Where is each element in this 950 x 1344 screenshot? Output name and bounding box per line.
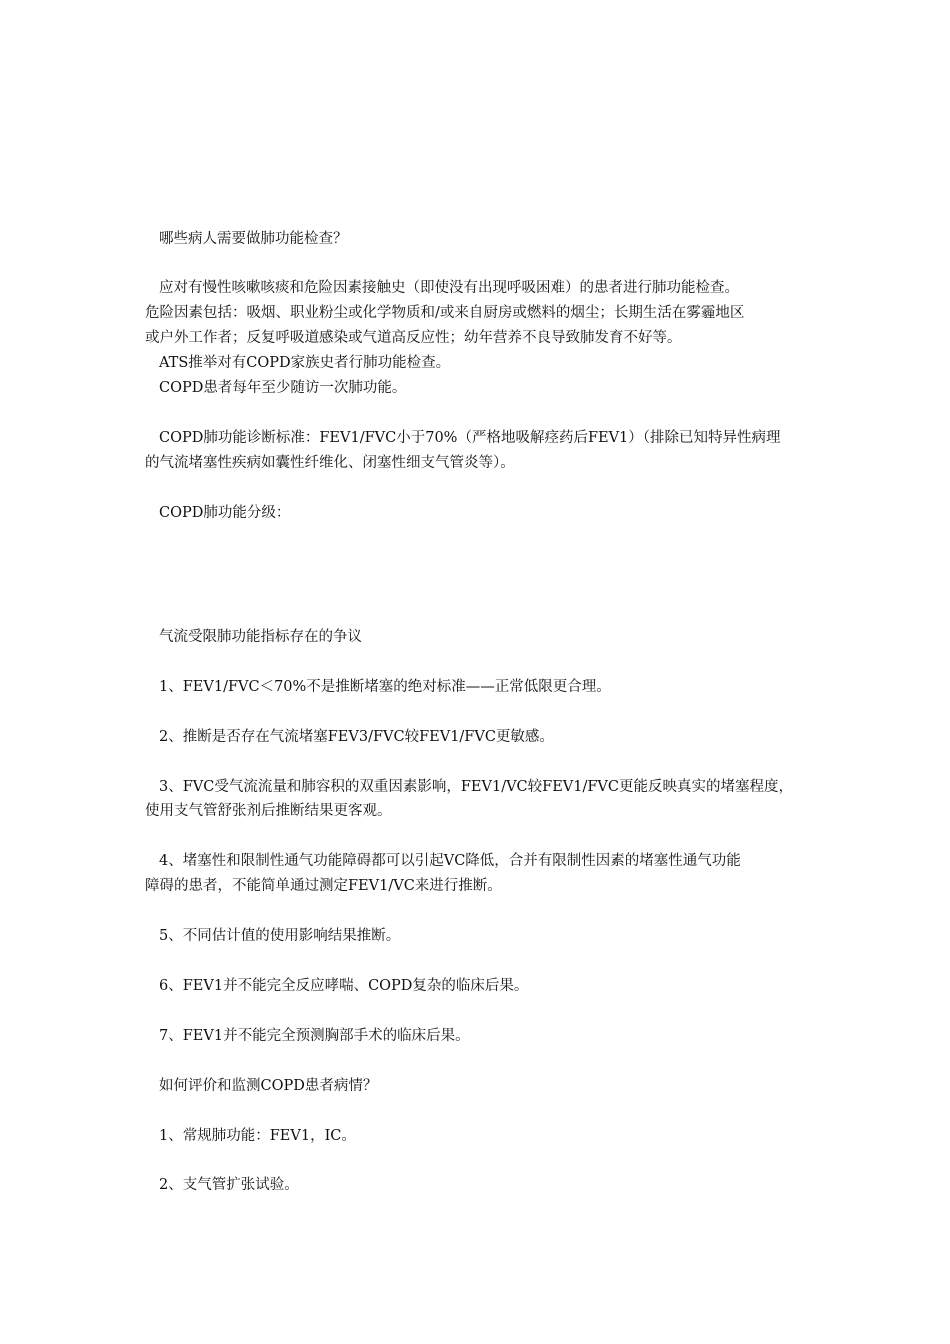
- list-item: 7、FEV1并不能完全预测胸部手术的临床后果。: [159, 1028, 470, 1044]
- list-item: 1、常规肺功能：FEV1，IC。: [159, 1128, 356, 1144]
- list-item: 2、推断是否存在气流堵塞FEV3/FVC较FEV1/FVC更敏感。: [159, 729, 554, 745]
- list-item: 6、FEV1并不能完全反应哮喘、COPD复杂的临床后果。: [159, 978, 529, 994]
- paragraph-line: 危险因素包括：吸烟、职业粉尘或化学物质和/或来自厨房或燃料的烟尘；长期生活在雾霾地区: [145, 305, 745, 321]
- list-item: 1、FEV1/FVC＜70%不是推断堵塞的绝对标准——正常低限更合理。: [159, 679, 611, 695]
- paragraph-line: COPD患者每年至少随访一次肺功能。: [159, 380, 407, 396]
- list-item-continuation: 使用支气管舒张剂后推断结果更客观。: [145, 803, 392, 819]
- paragraph-line: COPD肺功能诊断标准：FEV1/FVC小于70%（严格地吸解痉药后FEV1）（排除已知特异性病理: [159, 430, 781, 446]
- list-item: 3、FVC受气流流量和肺容积的双重因素影响，FEV1/VC较FEV1/FVC更能反映真实的堵塞程度，: [159, 779, 793, 795]
- paragraph-line: 应对有慢性咳嗽咳痰和危险因素接触史（即使没有出现呼吸困难）的患者进行肺功能检查。: [159, 280, 739, 296]
- paragraph-line: 的气流堵塞性疾病如囊性纤维化、闭塞性细支气管炎等）。: [145, 455, 515, 471]
- list-item: 4、堵塞性和限制性通气功能障碍都可以引起VC降低，合并有限制性因素的堵塞性通气功能: [159, 853, 741, 869]
- section-heading-who-needs-test: 哪些病人需要做肺功能检查？: [159, 231, 348, 247]
- section-heading-grading: COPD肺功能分级：: [159, 505, 291, 521]
- list-item: 5、不同估计值的使用影响结果推断。: [159, 928, 401, 944]
- paragraph-line: 或户外工作者；反复呼吸道感染或气道高反应性；幼年营养不良导致肺发育不好等。: [145, 330, 682, 346]
- list-item: 2、支气管扩张试验。: [159, 1177, 299, 1193]
- section-heading-controversy: 气流受限肺功能指标存在的争议: [159, 629, 362, 645]
- paragraph-line: ATS推举对有COPD家族史者行肺功能检查。: [159, 355, 451, 371]
- list-item-continuation: 障碍的患者，不能简单通过测定FEV1/VC来进行推断。: [145, 878, 502, 894]
- section-heading-evaluation: 如何评价和监测COPD患者病情？: [159, 1078, 378, 1094]
